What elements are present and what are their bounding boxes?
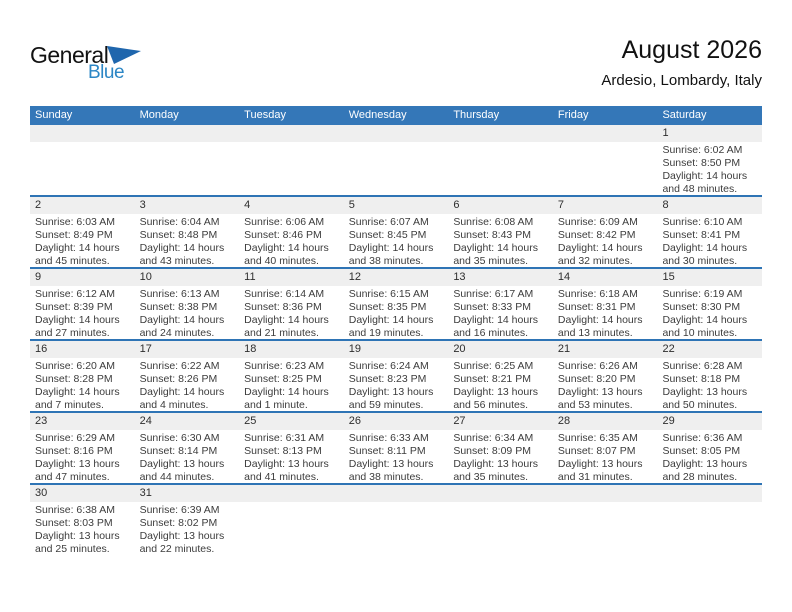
cell-text-line: Sunset: 8:46 PM: [244, 229, 322, 241]
day-cell-7: [553, 197, 658, 267]
day-number: [239, 125, 344, 142]
day-number: 17: [135, 341, 240, 358]
cell-text-line: and 47 minutes.: [35, 471, 110, 483]
day-number: [553, 125, 658, 142]
calendar-grid: [30, 125, 762, 557]
cell-text-line: Sunset: 8:49 PM: [35, 229, 113, 241]
day-cell-13: [448, 269, 553, 339]
day-cell-body: [553, 142, 658, 144]
cell-text-line: Sunrise: 6:29 AM: [35, 432, 115, 444]
day-number: 11: [239, 269, 344, 286]
cell-text-line: Daylight: 13 hours: [557, 386, 643, 398]
logo-text-general: General: [30, 42, 109, 68]
cell-text-line: and 41 minutes.: [244, 471, 319, 483]
day-cell-body: [657, 502, 762, 504]
day-number: [553, 485, 658, 502]
day-number: 6: [448, 197, 553, 214]
day-cell-body: [553, 358, 658, 412]
day-number: 24: [135, 413, 240, 430]
cell-text-line: and 32 minutes.: [557, 255, 633, 267]
day-number: [344, 485, 449, 502]
cell-text-line: Sunrise: 6:17 AM: [453, 288, 534, 300]
cell-text-line: and 50 minutes.: [662, 399, 738, 411]
day-cell-22: [657, 341, 762, 411]
cell-text-line: Daylight: 13 hours: [557, 458, 643, 470]
day-number: 31: [135, 485, 240, 502]
day-cell-empty: [553, 125, 658, 195]
day-cell-body: [239, 286, 344, 340]
cell-text-line: and 38 minutes.: [348, 471, 424, 483]
cell-text-line: Sunset: 8:26 PM: [139, 373, 218, 385]
cell-text-line: Sunset: 8:33 PM: [453, 301, 531, 313]
week-row: [30, 197, 762, 269]
cell-text-line: Daylight: 14 hours: [139, 314, 225, 326]
cell-text-line: Daylight: 13 hours: [453, 386, 538, 398]
cell-text-line: Sunrise: 6:34 AM: [453, 432, 534, 444]
day-cell-empty: [553, 485, 658, 557]
page-title: August 2026: [621, 36, 762, 64]
cell-text-line: Daylight: 14 hours: [662, 170, 748, 182]
day-cell-body: [657, 142, 762, 196]
cell-text-line: Sunrise: 6:19 AM: [662, 288, 743, 300]
cell-text-line: Sunset: 8:28 PM: [35, 373, 113, 385]
weekday-header-monday: Monday: [139, 109, 179, 121]
cell-text-line: Daylight: 14 hours: [453, 314, 538, 326]
cell-text-line: Sunset: 8:25 PM: [244, 373, 322, 385]
day-cell-empty: [448, 125, 553, 195]
day-number: 20: [448, 341, 553, 358]
cell-text-line: and 38 minutes.: [348, 255, 424, 267]
day-cell-body: [239, 430, 344, 484]
day-number: 15: [657, 269, 762, 286]
cell-text-line: Daylight: 14 hours: [139, 242, 225, 254]
cell-text-line: and 44 minutes.: [139, 471, 215, 483]
day-cell-20: [448, 341, 553, 411]
day-cell-body: [448, 214, 553, 268]
cell-text-line: Sunset: 8:09 PM: [453, 445, 531, 457]
day-cell-body: [553, 430, 658, 484]
day-number: [30, 125, 135, 142]
cell-text-line: and 43 minutes.: [139, 255, 215, 267]
day-number: 8: [657, 197, 762, 214]
calendar: [30, 106, 762, 557]
day-cell-empty: [135, 125, 240, 195]
cell-text-line: Sunset: 8:43 PM: [453, 229, 531, 241]
day-cell-9: [30, 269, 135, 339]
day-cell-body: [344, 358, 449, 412]
cell-text-line: Sunrise: 6:39 AM: [139, 504, 220, 516]
day-cell-21: [553, 341, 658, 411]
day-cell-body: [30, 502, 135, 556]
day-cell-empty: [657, 485, 762, 557]
cell-text-line: and 24 minutes.: [139, 327, 215, 339]
cell-text-line: Daylight: 14 hours: [244, 242, 329, 254]
day-cell-body: [344, 142, 449, 144]
day-cell-body: [657, 358, 762, 412]
cell-text-line: Sunrise: 6:15 AM: [348, 288, 429, 300]
day-number: 29: [657, 413, 762, 430]
day-number: 14: [553, 269, 658, 286]
day-number: 5: [344, 197, 449, 214]
cell-text-line: Daylight: 13 hours: [35, 458, 120, 470]
cell-text-line: Sunrise: 6:26 AM: [557, 360, 638, 372]
day-cell-23: [30, 413, 135, 483]
cell-text-line: Sunset: 8:41 PM: [662, 229, 741, 241]
cell-text-line: Sunrise: 6:28 AM: [662, 360, 743, 372]
cell-text-line: Sunset: 8:20 PM: [557, 373, 636, 385]
day-cell-24: [135, 413, 240, 483]
day-cell-body: [553, 214, 658, 268]
cell-text-line: Daylight: 13 hours: [244, 458, 329, 470]
week-row: [30, 413, 762, 485]
cell-text-line: and 4 minutes.: [139, 399, 209, 411]
day-number: 26: [344, 413, 449, 430]
cell-text-line: Daylight: 13 hours: [662, 386, 748, 398]
day-cell-18: [239, 341, 344, 411]
cell-text-line: and 7 minutes.: [35, 399, 104, 411]
cell-text-line: and 13 minutes.: [557, 327, 633, 339]
cell-text-line: and 22 minutes.: [139, 543, 215, 555]
cell-text-line: and 28 minutes.: [662, 471, 738, 483]
day-cell-14: [553, 269, 658, 339]
cell-text-line: Sunset: 8:38 PM: [139, 301, 218, 313]
cell-text-line: Sunset: 8:03 PM: [35, 517, 113, 529]
cell-text-line: Sunrise: 6:22 AM: [139, 360, 220, 372]
day-cell-body: [657, 430, 762, 484]
day-number: 2: [30, 197, 135, 214]
day-cell-empty: [30, 125, 135, 195]
day-cell-2: [30, 197, 135, 267]
day-cell-body: [135, 214, 240, 268]
day-cell-body: [448, 430, 553, 484]
day-cell-body: [448, 502, 553, 504]
logo-text-blue: Blue: [88, 62, 125, 83]
cell-text-line: Daylight: 14 hours: [244, 314, 329, 326]
day-cell-body: [239, 358, 344, 412]
cell-text-line: Daylight: 13 hours: [662, 458, 748, 470]
day-number: 7: [553, 197, 658, 214]
cell-text-line: Sunset: 8:42 PM: [557, 229, 636, 241]
cell-text-line: Daylight: 14 hours: [139, 386, 225, 398]
cell-text-line: Sunset: 8:23 PM: [348, 373, 427, 385]
cell-text-line: Sunset: 8:48 PM: [139, 229, 218, 241]
cell-text-line: Sunrise: 6:08 AM: [453, 216, 534, 228]
cell-text-line: Sunset: 8:31 PM: [557, 301, 636, 313]
cell-text-line: and 56 minutes.: [453, 399, 529, 411]
day-cell-25: [239, 413, 344, 483]
day-cell-3: [135, 197, 240, 267]
day-cell-body: [448, 286, 553, 340]
day-cell-26: [344, 413, 449, 483]
day-cell-15: [657, 269, 762, 339]
cell-text-line: Daylight: 13 hours: [453, 458, 538, 470]
cell-text-line: Daylight: 13 hours: [35, 530, 120, 542]
day-cell-5: [344, 197, 449, 267]
day-cell-31: [135, 485, 240, 557]
day-number: 4: [239, 197, 344, 214]
week-row: [30, 485, 762, 557]
cell-text-line: and 10 minutes.: [662, 327, 738, 339]
day-number: 12: [344, 269, 449, 286]
cell-text-line: Daylight: 14 hours: [35, 242, 120, 254]
cell-text-line: Daylight: 13 hours: [139, 458, 225, 470]
cell-text-line: Daylight: 14 hours: [662, 242, 748, 254]
day-number: 18: [239, 341, 344, 358]
cell-text-line: and 27 minutes.: [35, 327, 110, 339]
day-cell-28: [553, 413, 658, 483]
cell-text-line: Daylight: 14 hours: [35, 386, 120, 398]
cell-text-line: Sunrise: 6:04 AM: [139, 216, 220, 228]
day-cell-empty: [448, 485, 553, 557]
cell-text-line: Daylight: 14 hours: [244, 386, 329, 398]
cell-text-line: Daylight: 13 hours: [348, 386, 434, 398]
day-cell-body: [30, 430, 135, 484]
day-cell-body: [448, 358, 553, 412]
day-cell-body: [553, 502, 658, 504]
day-number: 28: [553, 413, 658, 430]
day-cell-1: [657, 125, 762, 195]
day-cell-10: [135, 269, 240, 339]
cell-text-line: and 30 minutes.: [662, 255, 738, 267]
cell-text-line: Sunrise: 6:18 AM: [557, 288, 638, 300]
cell-text-line: Sunset: 8:39 PM: [35, 301, 113, 313]
cell-text-line: Sunset: 8:11 PM: [348, 445, 426, 457]
cell-text-line: Sunset: 8:05 PM: [662, 445, 741, 457]
day-cell-body: [344, 502, 449, 504]
day-cell-body: [135, 142, 240, 144]
cell-text-line: Sunset: 8:18 PM: [662, 373, 741, 385]
day-cell-11: [239, 269, 344, 339]
day-cell-body: [30, 142, 135, 144]
day-number: 21: [553, 341, 658, 358]
weekday-header-thursday: Thursday: [453, 109, 500, 121]
day-cell-body: [30, 286, 135, 340]
cell-text-line: Sunset: 8:45 PM: [348, 229, 427, 241]
cell-text-line: and 45 minutes.: [35, 255, 110, 267]
cell-text-line: Sunrise: 6:33 AM: [348, 432, 429, 444]
day-number: 9: [30, 269, 135, 286]
cell-text-line: Sunrise: 6:12 AM: [35, 288, 115, 300]
day-cell-16: [30, 341, 135, 411]
cell-text-line: Sunset: 8:30 PM: [662, 301, 741, 313]
day-cell-body: [135, 502, 240, 556]
week-row: [30, 341, 762, 413]
day-number: [135, 125, 240, 142]
day-cell-body: [135, 358, 240, 412]
cell-text-line: and 48 minutes.: [662, 183, 738, 195]
day-cell-body: [239, 502, 344, 504]
cell-text-line: Daylight: 14 hours: [348, 314, 434, 326]
cell-text-line: Sunrise: 6:24 AM: [348, 360, 429, 372]
day-number: 13: [448, 269, 553, 286]
day-cell-body: [657, 214, 762, 268]
cell-text-line: Daylight: 14 hours: [557, 242, 643, 254]
cell-text-line: and 53 minutes.: [557, 399, 633, 411]
day-cell-6: [448, 197, 553, 267]
day-cell-body: [30, 358, 135, 412]
cell-text-line: and 59 minutes.: [348, 399, 424, 411]
cell-text-line: Sunset: 8:02 PM: [139, 517, 218, 529]
cell-text-line: Daylight: 14 hours: [662, 314, 748, 326]
cell-text-line: Daylight: 13 hours: [348, 458, 434, 470]
day-cell-empty: [344, 485, 449, 557]
cell-text-line: Sunrise: 6:07 AM: [348, 216, 429, 228]
cell-text-line: Sunrise: 6:35 AM: [557, 432, 638, 444]
cell-text-line: and 31 minutes.: [557, 471, 633, 483]
cell-text-line: Sunrise: 6:09 AM: [557, 216, 638, 228]
cell-text-line: Sunset: 8:35 PM: [348, 301, 427, 313]
day-cell-17: [135, 341, 240, 411]
day-cell-19: [344, 341, 449, 411]
day-number: 16: [30, 341, 135, 358]
cell-text-line: Daylight: 14 hours: [453, 242, 538, 254]
cell-text-line: and 35 minutes.: [453, 471, 529, 483]
weekday-header-friday: Friday: [557, 109, 589, 121]
day-cell-body: [344, 286, 449, 340]
cell-text-line: Sunrise: 6:02 AM: [662, 144, 743, 156]
cell-text-line: Sunrise: 6:36 AM: [662, 432, 743, 444]
cell-text-line: Sunrise: 6:20 AM: [35, 360, 115, 372]
day-number: [657, 485, 762, 502]
day-cell-12: [344, 269, 449, 339]
day-number: 22: [657, 341, 762, 358]
cell-text-line: and 40 minutes.: [244, 255, 319, 267]
day-number: 1: [657, 125, 762, 142]
day-cell-empty: [239, 125, 344, 195]
cell-text-line: Sunset: 8:36 PM: [244, 301, 322, 313]
cell-text-line: Daylight: 14 hours: [348, 242, 434, 254]
cell-text-line: Sunrise: 6:23 AM: [244, 360, 325, 372]
cell-text-line: and 16 minutes.: [453, 327, 529, 339]
day-cell-body: [239, 214, 344, 268]
day-number: 27: [448, 413, 553, 430]
cell-text-line: and 1 minute.: [244, 399, 308, 411]
day-cell-body: [448, 142, 553, 144]
day-cell-8: [657, 197, 762, 267]
cell-text-line: and 35 minutes.: [453, 255, 529, 267]
day-number: 19: [344, 341, 449, 358]
day-cell-body: [553, 286, 658, 340]
day-cell-body: [135, 430, 240, 484]
cell-text-line: Daylight: 14 hours: [557, 314, 643, 326]
cell-text-line: Sunrise: 6:06 AM: [244, 216, 325, 228]
day-cell-body: [344, 214, 449, 268]
cell-text-line: Sunset: 8:07 PM: [557, 445, 636, 457]
cell-text-line: Sunrise: 6:14 AM: [244, 288, 325, 300]
day-number: [448, 485, 553, 502]
page-subtitle: Ardesio, Lombardy, Italy: [601, 72, 762, 89]
weekday-header-tuesday: Tuesday: [244, 109, 286, 121]
day-number: 30: [30, 485, 135, 502]
cell-text-line: Sunset: 8:21 PM: [453, 373, 531, 385]
cell-text-line: Sunrise: 6:03 AM: [35, 216, 115, 228]
cell-text-line: and 19 minutes.: [348, 327, 424, 339]
week-row: [30, 269, 762, 341]
day-cell-empty: [239, 485, 344, 557]
day-cell-body: [135, 286, 240, 340]
day-number: 3: [135, 197, 240, 214]
cell-text-line: Daylight: 14 hours: [35, 314, 120, 326]
day-cell-body: [657, 286, 762, 340]
day-cell-body: [30, 214, 135, 268]
title-block: [601, 36, 762, 89]
day-cell-empty: [344, 125, 449, 195]
weekday-header-wednesday: Wednesday: [348, 109, 407, 121]
day-cell-body: [239, 142, 344, 144]
day-number: 23: [30, 413, 135, 430]
week-row: [30, 125, 762, 197]
cell-text-line: Daylight: 13 hours: [139, 530, 225, 542]
day-cell-body: [344, 430, 449, 484]
weekday-header-row: [30, 106, 762, 125]
weekday-header-sunday: Sunday: [35, 109, 73, 121]
cell-text-line: Sunset: 8:50 PM: [662, 157, 741, 169]
day-number: [239, 485, 344, 502]
cell-text-line: Sunrise: 6:13 AM: [139, 288, 220, 300]
day-cell-30: [30, 485, 135, 557]
day-cell-4: [239, 197, 344, 267]
cell-text-line: Sunrise: 6:30 AM: [139, 432, 220, 444]
cell-text-line: and 25 minutes.: [35, 543, 110, 555]
cell-text-line: Sunrise: 6:10 AM: [662, 216, 743, 228]
day-number: [344, 125, 449, 142]
cell-text-line: Sunset: 8:16 PM: [35, 445, 113, 457]
day-number: 25: [239, 413, 344, 430]
cell-text-line: Sunset: 8:14 PM: [139, 445, 218, 457]
day-number: [448, 125, 553, 142]
cell-text-line: Sunrise: 6:38 AM: [35, 504, 115, 516]
weekday-header-saturday: Saturday: [662, 109, 707, 121]
cell-text-line: and 21 minutes.: [244, 327, 319, 339]
cell-text-line: Sunrise: 6:25 AM: [453, 360, 534, 372]
day-cell-27: [448, 413, 553, 483]
day-number: 10: [135, 269, 240, 286]
cell-text-line: Sunset: 8:13 PM: [244, 445, 322, 457]
cell-text-line: Sunrise: 6:31 AM: [244, 432, 325, 444]
general-blue-logo: [30, 42, 180, 94]
day-cell-29: [657, 413, 762, 483]
